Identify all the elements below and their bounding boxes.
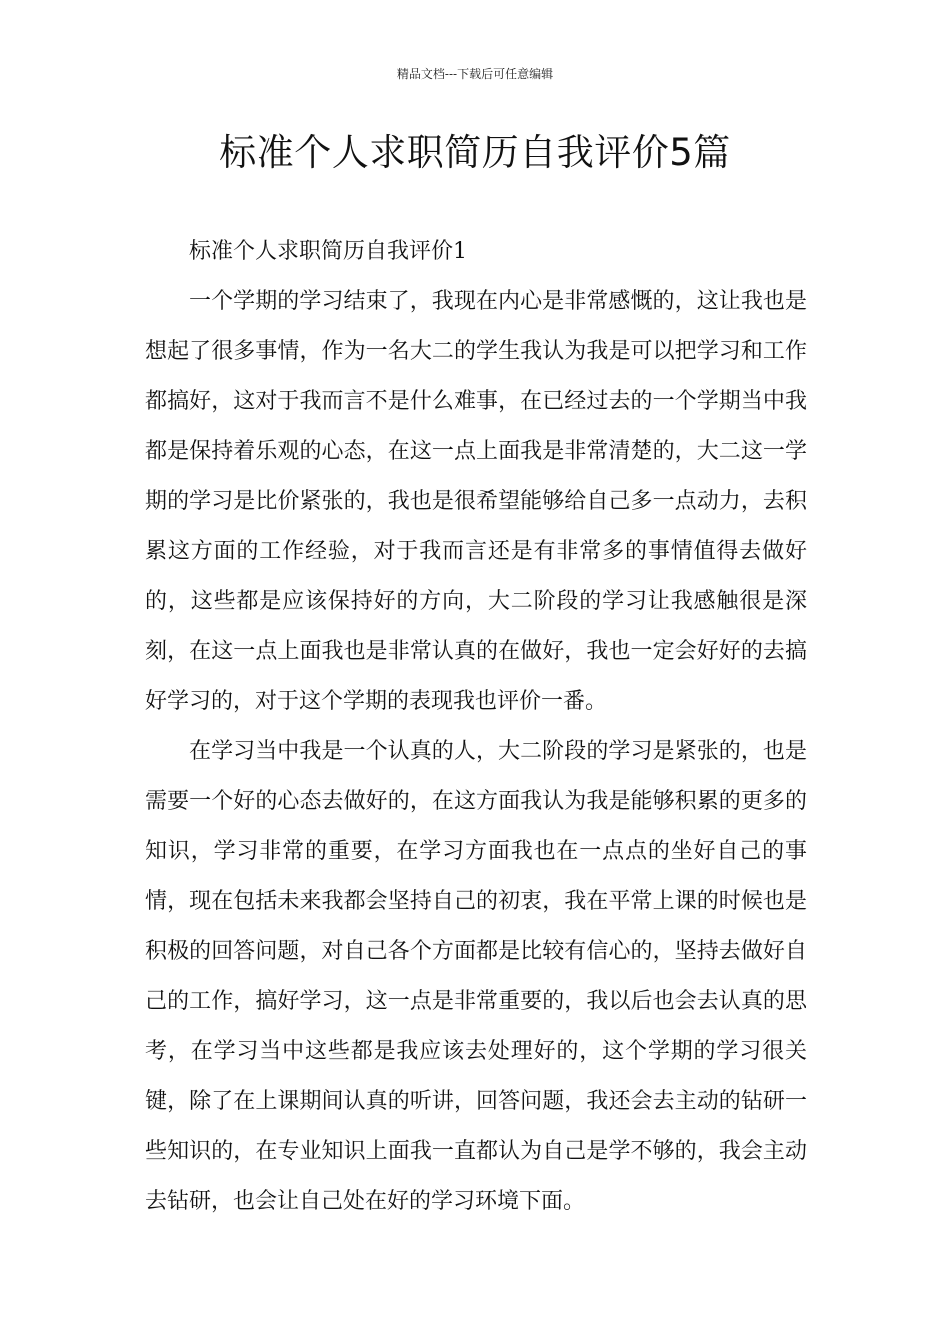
- section-heading: 标准个人求职简历自我评价1: [189, 239, 467, 264]
- header-note: 精品文档---下载后可任意编辑: [396, 67, 554, 81]
- paragraph-1: 一个学期的学习结束了，我现在内心是非常感慨的，这让我也是想起了很多事情，作为一名大二的学生我认为我是可以把学习和工作都搞好，这对于我而言不是什么难事，在已经过去的一个学期当中我都是保持着乐观的心态，在这一点上面我是非常清楚的，大二这一学期的学习是比价紧张的，我也是很希望能够给自己多一点动力，去积累这方面的工作经验，对于我而言还是有非常多的事情值得去做好的，这些都是应该保持好的方向，大二阶段的学习让我感触很是深刻，在这一点上面我也是非常认真的在做好，我也一定会好好的去搞好学习的，对于这个学期的表现我也评价一番。: [145, 289, 807, 714]
- document-body: [145, 227, 807, 1227]
- paragraph-2: 在学习当中我是一个认真的人，大二阶段的学习是紧张的，也是需要一个好的心态去做好的，在这方面我认为我是能够积累的更多的知识，学习非常的重要，在学习方面我也在一点点的坐好自己的事情，现在包括未来我都会坚持自己的初衷，我在平常上课的时候也是积极的回答问题，对自己各个方面都是比较有信心的，坚持去做好自己的工作，搞好学习，这一点是非常重要的，我以后也会去认真的思考，在学习当中这些都是我应该去处理好的，这个学期的学习很关键，除了在上课期间认真的听讲，回答问题，我还会去主动的钻研一些知识的，在专业知识上面我一直都认为自己是学不够的，我会主动去钻研，也会让自己处在好的学习环境下面。: [145, 739, 807, 1214]
- document-title: 标准个人求职简历自我评价5篇: [219, 131, 731, 174]
